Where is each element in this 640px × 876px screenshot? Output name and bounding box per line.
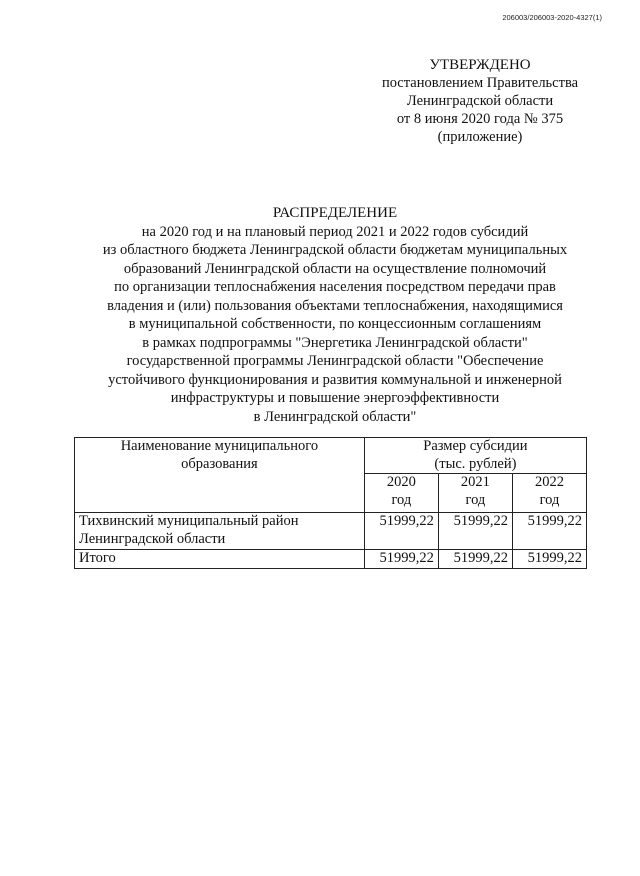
total-value-2020: 51999,22 [364,550,438,569]
year-number: 2021 [460,474,490,491]
value-cell-2021: 51999,22 [438,513,512,550]
header-subsidy-line: Размер субсидии [423,438,528,454]
heading-line: на 2020 год и на плановый период 2021 и 2022 годов субсидий [141,223,529,240]
heading-line: владения и (или) пользования объектами теплоснабжения, находящимися [107,297,563,314]
header-year-2021 [438,474,512,513]
total-value-2022: 51999,22 [512,550,586,569]
heading-line: по организации теплоснабжения населения посредством передачи прав [114,279,556,295]
total-value-2021: 51999,22 [438,550,512,569]
heading-line: устойчивого функционирования и развития коммунальной и инженерной [108,371,562,388]
approval-annex-line: (приложение) [437,129,523,145]
header-municipality-line: образования [181,455,258,472]
municipality-name-cell [75,513,365,550]
document-title: РАСПРЕДЕЛЕНИЕ [272,205,398,221]
heading-line: в рамках подпрограммы "Энергетика Ленинградской области" [142,334,528,351]
approval-date-line: от 8 июня 2020 года № 375 [396,111,564,127]
value-cell-2020: 51999,22 [364,513,438,550]
table-row [75,513,587,550]
heading-line: государственной программы Ленинградской области "Обеспечение [126,353,544,369]
document-id: 206003/206003-2020-4327(1) [502,13,602,22]
approval-line: Ленинградской области [406,93,554,109]
heading-line: в муниципальной собственности, по концессионным соглашениям [128,316,542,332]
header-year-2022 [512,474,586,513]
heading-line: в Ленинградской области" [253,408,417,425]
header-year-2020 [364,474,438,513]
document-heading [40,204,630,426]
municipality-name-line: Ленинградской области [79,530,226,547]
heading-line: из областного бюджета Ленинградской области бюджетам муниципальных [102,242,568,258]
municipality-name-line: Тихвинский муниципальный район [79,513,299,529]
header-municipality [75,438,365,513]
total-label: Итого [75,550,365,569]
heading-line: инфраструктуры и повышение энергоэффективности [170,390,500,406]
year-number: 2020 [386,474,416,491]
year-unit: год [539,491,560,508]
table-total-row [75,550,587,569]
year-unit: год [391,491,412,508]
heading-line: образований Ленинградской области на осуществление полномочий [123,260,547,277]
header-municipality-line: Наименование муниципального [120,438,319,454]
approved-title: УТВЕРЖДЕНО [429,57,531,73]
value-cell-2022: 51999,22 [512,513,586,550]
year-number: 2022 [534,474,564,491]
subsidy-table [74,437,587,569]
year-unit: год [465,491,486,508]
header-subsidy-unit: (тыс. рублей) [434,455,517,472]
header-subsidy-size [364,438,586,474]
approval-stamp [360,56,600,146]
approval-line: постановлением Правительства [381,75,579,91]
table-header-row [75,438,587,474]
